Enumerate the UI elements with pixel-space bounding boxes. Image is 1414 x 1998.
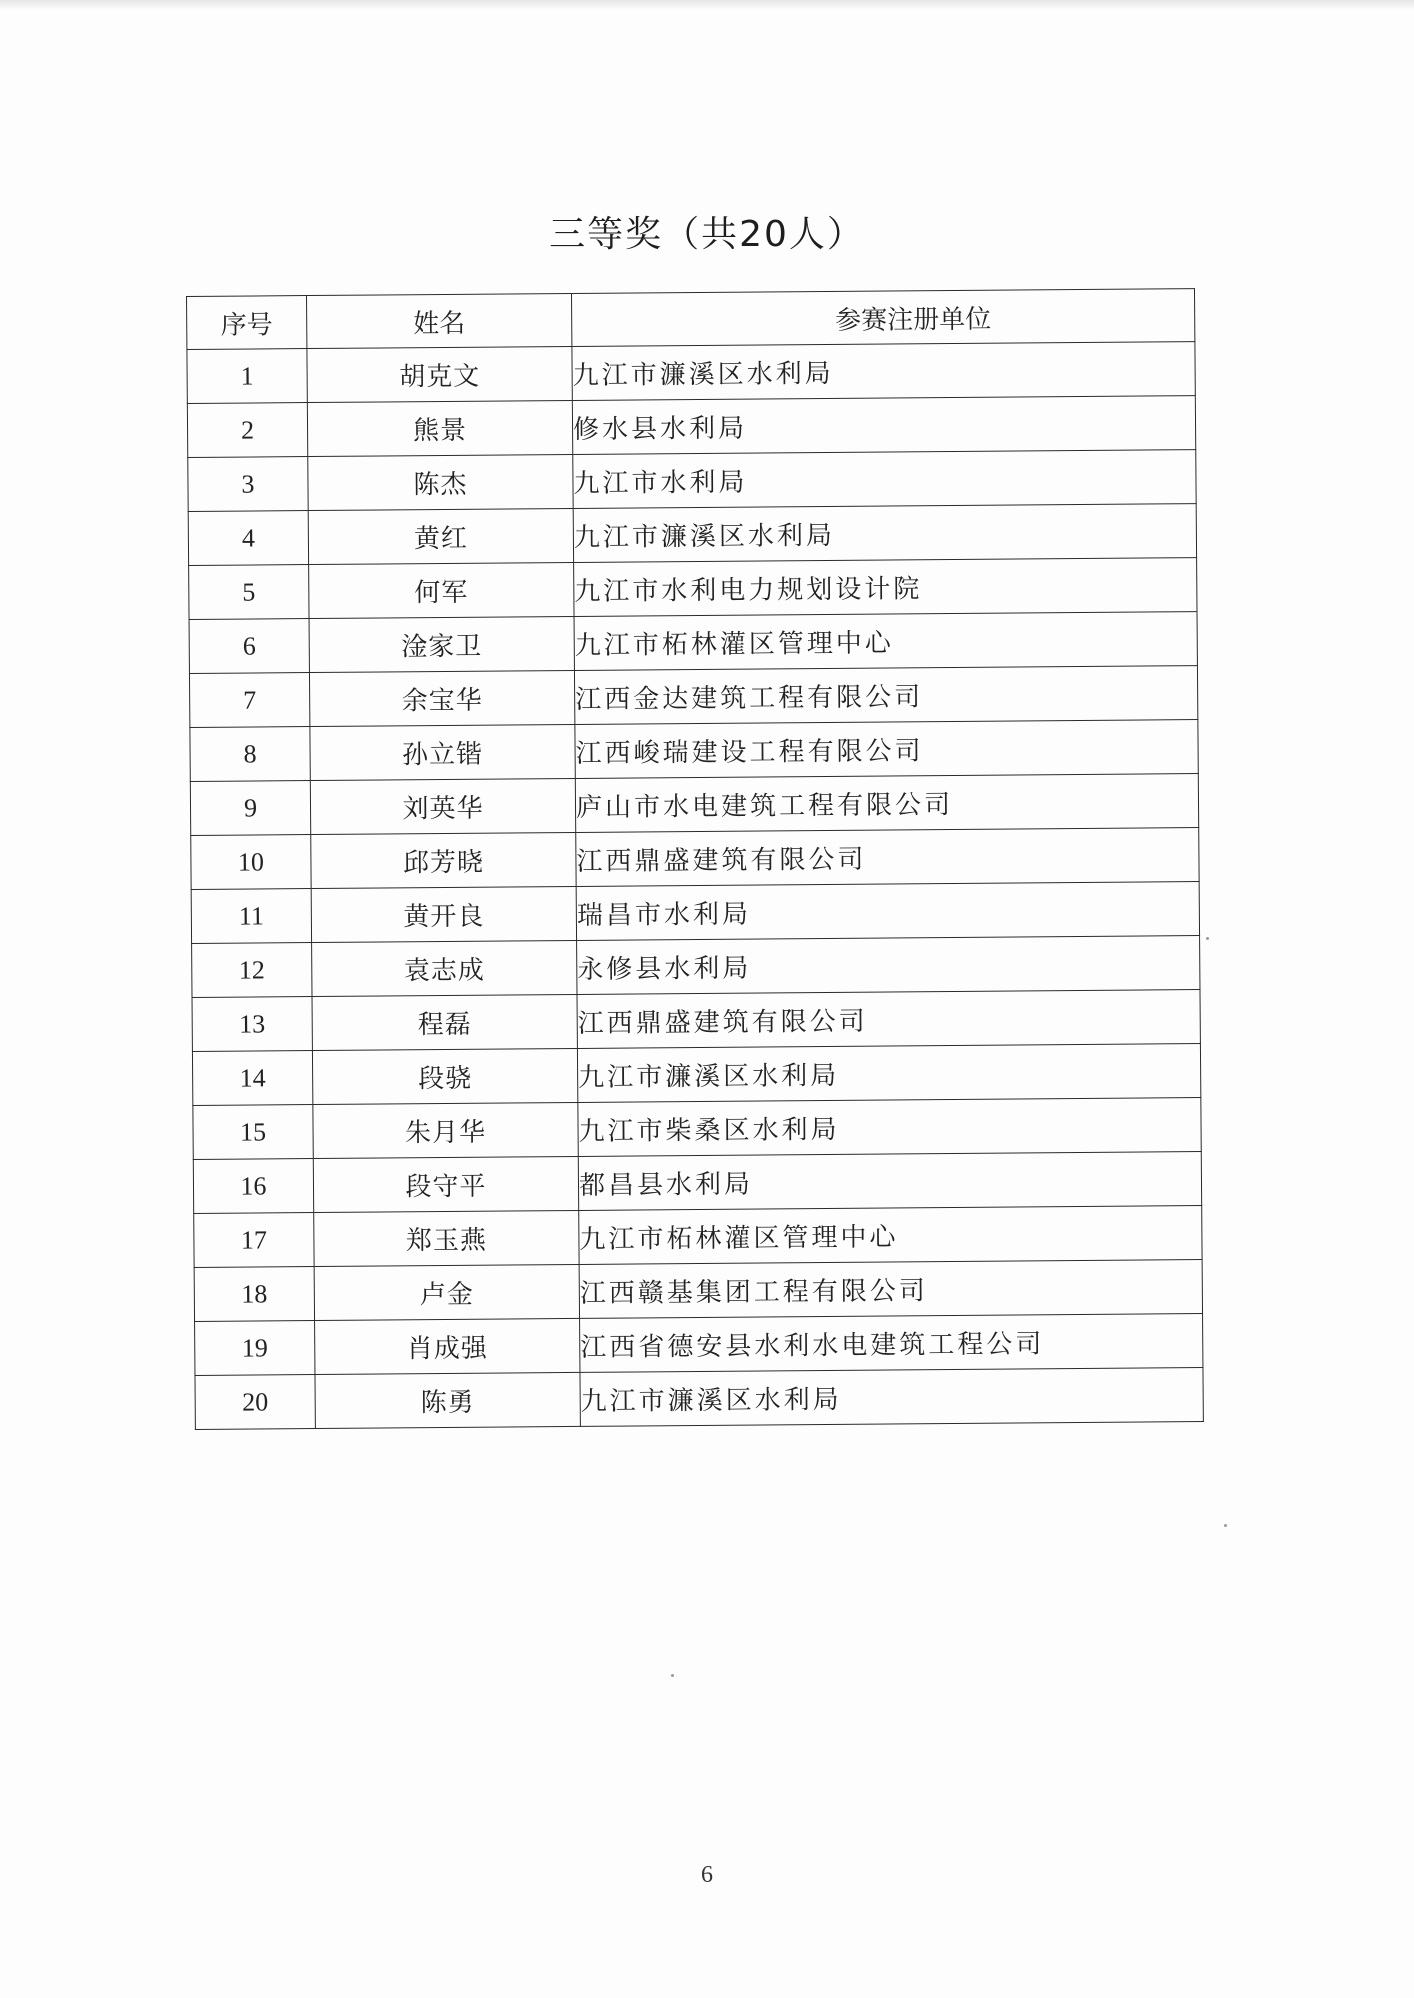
row-name: 黄开良 (311, 886, 576, 942)
table-row (187, 342, 1195, 404)
table-row (194, 1206, 1202, 1268)
row-unit: 江西赣基集团工程有限公司 (579, 1260, 1202, 1319)
row-unit: 九江市濂溪区水利局 (573, 504, 1196, 563)
row-unit: 九江市濂溪区水利局 (580, 1368, 1203, 1427)
table-row (195, 1314, 1203, 1376)
row-number: 9 (190, 781, 310, 836)
row-unit: 九江市柘林灌区管理中心 (574, 612, 1197, 671)
page-number: 6 (701, 1862, 713, 1888)
row-unit: 九江市柴桑区水利局 (578, 1098, 1201, 1157)
row-unit: 九江市柘林灌区管理中心 (579, 1206, 1202, 1265)
row-unit: 九江市濂溪区水利局 (572, 342, 1195, 401)
row-unit: 江西峻瑞建设工程有限公司 (575, 720, 1198, 779)
row-name: 淦家卫 (309, 616, 574, 672)
row-name: 孙立锴 (310, 724, 575, 780)
table-row (188, 504, 1196, 566)
row-name: 段守平 (313, 1156, 578, 1212)
row-name: 陈杰 (308, 454, 573, 510)
header-number: 序号 (187, 296, 307, 350)
row-number: 14 (192, 1051, 312, 1106)
table-header-row (187, 289, 1195, 350)
row-number: 1 (187, 349, 307, 404)
row-number: 6 (189, 619, 309, 674)
row-name: 邱芳晓 (311, 832, 576, 888)
row-number: 2 (187, 403, 307, 458)
row-name: 郑玉燕 (314, 1210, 579, 1266)
award-table (186, 288, 1204, 1430)
table-row (195, 1368, 1203, 1430)
table-row (189, 666, 1197, 728)
row-name: 程磊 (312, 994, 577, 1050)
row-name: 黄红 (308, 508, 573, 564)
row-number: 18 (194, 1267, 314, 1322)
table-row (187, 396, 1195, 458)
row-number: 11 (191, 889, 311, 944)
row-number: 10 (191, 835, 311, 890)
table-row (190, 720, 1198, 782)
row-number: 8 (190, 727, 310, 782)
row-name: 余宝华 (309, 670, 574, 726)
row-name: 陈勇 (315, 1372, 580, 1428)
row-name: 刘英华 (310, 778, 575, 834)
award-table-container (186, 288, 1203, 1430)
scan-edge (0, 0, 1414, 10)
header-unit: 参赛注册单位 (571, 289, 1194, 347)
row-unit: 江西鼎盛建筑有限公司 (577, 990, 1200, 1049)
row-unit: 江西金达建筑工程有限公司 (574, 666, 1197, 725)
row-number: 5 (189, 565, 309, 620)
row-number: 20 (195, 1375, 315, 1430)
table-row (188, 450, 1196, 512)
row-unit: 九江市水利局 (573, 450, 1196, 509)
row-name: 段骁 (312, 1048, 577, 1104)
table-row (189, 558, 1197, 620)
row-unit: 九江市濂溪区水利局 (577, 1044, 1200, 1103)
row-number: 7 (189, 673, 309, 728)
table-row (191, 828, 1199, 890)
row-unit: 江西省德安县水利水电建筑工程公司 (580, 1314, 1203, 1373)
row-number: 15 (193, 1105, 313, 1160)
row-unit: 瑞昌市水利局 (576, 882, 1199, 941)
row-number: 3 (188, 457, 308, 512)
row-unit: 九江市水利电力规划设计院 (574, 558, 1197, 617)
row-unit: 修水县水利局 (572, 396, 1195, 455)
row-unit: 永修县水利局 (577, 936, 1200, 995)
table-row (193, 1152, 1201, 1214)
row-unit: 江西鼎盛建筑有限公司 (576, 828, 1199, 887)
row-unit: 庐山市水电建筑工程有限公司 (575, 774, 1198, 833)
row-number: 19 (195, 1321, 315, 1376)
table-row (192, 1044, 1200, 1106)
row-name: 胡克文 (307, 346, 572, 402)
row-number: 13 (192, 997, 312, 1052)
row-name: 袁志成 (312, 940, 577, 996)
row-number: 4 (188, 511, 308, 566)
table-row (192, 990, 1200, 1052)
page-title: 三等奖（共20人） (549, 214, 865, 255)
table-row (189, 612, 1197, 674)
row-number: 16 (193, 1159, 313, 1214)
scan-speck (1224, 1524, 1227, 1527)
table-row (194, 1260, 1202, 1322)
row-name: 朱月华 (313, 1102, 578, 1158)
row-unit: 都昌县水利局 (578, 1152, 1201, 1211)
row-name: 何军 (309, 562, 574, 618)
table-row (192, 936, 1200, 998)
header-name: 姓名 (307, 293, 572, 348)
table-row (190, 774, 1198, 836)
row-number: 17 (194, 1213, 314, 1268)
table-row (193, 1098, 1201, 1160)
row-name: 肖成强 (315, 1318, 580, 1374)
table-row (191, 882, 1199, 944)
row-number: 12 (192, 943, 312, 998)
row-name: 熊景 (307, 400, 572, 456)
scan-speck (1206, 937, 1209, 940)
scan-speck (671, 1674, 674, 1677)
row-name: 卢金 (314, 1264, 579, 1320)
